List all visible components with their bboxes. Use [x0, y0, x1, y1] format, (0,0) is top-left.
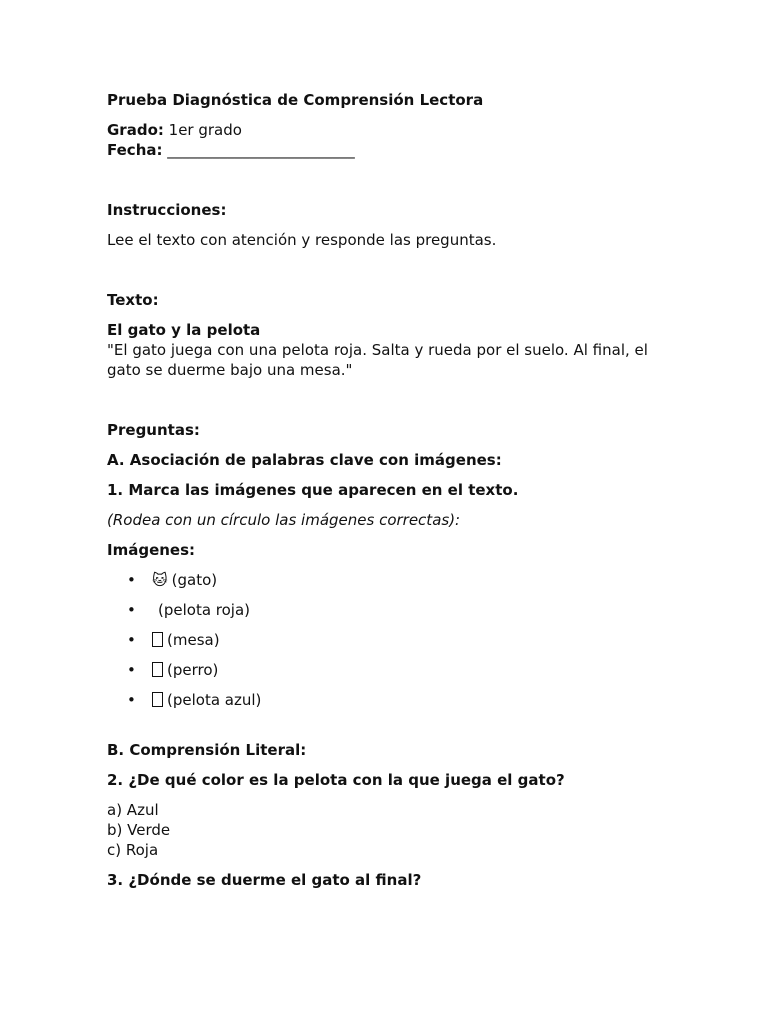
bullet: • — [127, 661, 136, 679]
list-item — [107, 570, 667, 590]
question-2-option-b: b) Verde — [107, 821, 171, 839]
question-3: 3. ¿Dónde se duerme el gato al final? — [107, 871, 422, 889]
missing-glyph-icon — [152, 632, 163, 647]
section-a-heading: A. Asociación de palabras clave con imágenes: — [107, 451, 502, 469]
list-item — [107, 660, 667, 680]
question-2-option-c: c) Roja — [107, 841, 159, 859]
instrucciones-text: Lee el texto con atención y responde las preguntas. — [107, 231, 497, 249]
list-item — [107, 630, 667, 650]
story-title: El gato y la pelota — [107, 321, 261, 339]
document-title: Prueba Diagnóstica de Comprensión Lectora — [107, 91, 484, 109]
grado-label: Grado: — [107, 121, 164, 139]
bullet: • — [127, 571, 136, 589]
bullet: • — [127, 601, 136, 619]
question-2: 2. ¿De qué color es la pelota con la que juega el gato? — [107, 771, 565, 789]
question-1-hint: (Rodea con un círculo las imágenes correctas): — [107, 511, 461, 529]
list-item-label: (pelota roja) — [158, 601, 251, 619]
question-1: 1. Marca las imágenes que aparecen en el texto. — [107, 481, 519, 499]
section-b-heading: B. Comprensión Literal: — [107, 741, 307, 759]
missing-glyph-icon — [152, 662, 163, 677]
list-item — [107, 600, 667, 620]
bullet: • — [127, 691, 136, 709]
missing-glyph-icon — [152, 692, 163, 707]
texto-heading: Texto: — [107, 291, 159, 309]
instrucciones-heading: Instrucciones: — [107, 201, 227, 219]
imagenes-label: Imágenes: — [107, 541, 196, 559]
bullet: • — [127, 631, 136, 649]
list-item-label: (perro) — [167, 661, 219, 679]
fecha-blank: _________________________ — [167, 141, 355, 159]
list-item-label: (mesa) — [167, 631, 220, 649]
preguntas-heading: Preguntas: — [107, 421, 200, 439]
list-item-label: (gato) — [171, 571, 218, 589]
fecha-line — [107, 140, 667, 160]
document-page — [107, 90, 667, 890]
grado-value: 1er grado — [168, 121, 242, 139]
story-body: "El gato juega con una pelota roja. Salta y rueda por el suelo. Al final, el gato se duerme bajo una mesa." — [107, 341, 648, 379]
cat-face-icon: 🐱 — [152, 571, 168, 589]
list-item-label: (pelota azul) — [167, 691, 262, 709]
list-item — [107, 690, 667, 710]
question-2-option-a: a) Azul — [107, 801, 159, 819]
grado-line — [107, 120, 667, 140]
image-list — [107, 570, 667, 710]
fecha-label: Fecha: — [107, 141, 163, 159]
